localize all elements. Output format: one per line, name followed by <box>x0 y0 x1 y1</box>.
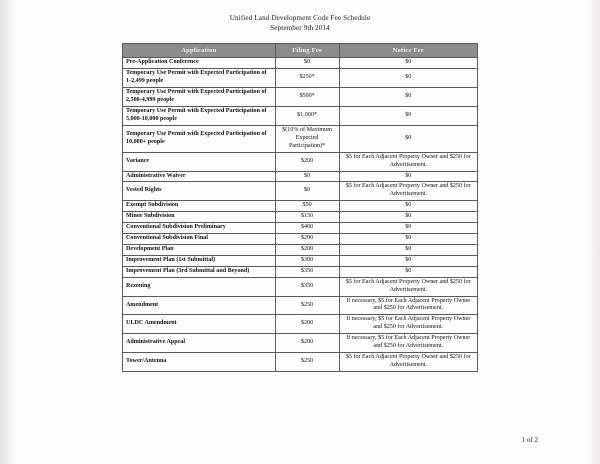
cell-notice-fee: If necessary, $5 for Each Adjacent Property Owner and $250 for Advertisement. <box>339 315 477 334</box>
cell-notice-fee: If necessary, $5 for Each Adjacent Property Owner and $250 for Advertisement. <box>339 334 477 353</box>
cell-filing-fee: $250* <box>275 69 339 88</box>
cell-application: Conventional Subdivision Preliminary <box>123 223 276 234</box>
document-date: September 9th 2014 <box>270 23 330 32</box>
cell-filing-fee: $150 <box>275 212 339 223</box>
cell-application: Pre-Application Conference <box>123 58 276 69</box>
cell-notice-fee: $0 <box>339 266 477 277</box>
cell-notice-fee: $0 <box>339 223 477 234</box>
cell-notice-fee: $0 <box>339 212 477 223</box>
cell-filing-fee: $500* <box>275 88 339 107</box>
cell-application: ULDC Amendment <box>123 315 276 334</box>
cell-notice-fee: $0 <box>339 69 477 88</box>
table-row <box>123 353 478 372</box>
table-row <box>123 266 478 277</box>
table-row <box>123 182 478 201</box>
cell-filing-fee: $350 <box>275 266 339 277</box>
table-body <box>123 58 478 372</box>
cell-application: Conventional Subdivision Final <box>123 234 276 245</box>
cell-notice-fee: $0 <box>339 58 477 69</box>
cell-application: Improvement Plan (3rd Submittal and Beyond) <box>123 266 276 277</box>
table-row <box>123 88 478 107</box>
cell-application: Rezoning <box>123 277 276 296</box>
table-row <box>123 58 478 69</box>
table-row <box>123 223 478 234</box>
table-row <box>123 212 478 223</box>
cell-application: Administrative Waiver <box>123 171 276 182</box>
cell-notice-fee: $5 for Each Adjacent Property Owner and $250 for Advertisement. <box>339 152 477 171</box>
cell-notice-fee: $5 for Each Adjacent Property Owner and $250 for Advertisement. <box>339 182 477 201</box>
table-header <box>123 44 478 58</box>
cell-filing-fee: $0 <box>275 182 339 201</box>
cell-application: Temporary Use Permit with Expected Participation of 5,000-10,000 people <box>123 107 276 126</box>
cell-filing-fee: $0 <box>275 58 339 69</box>
cell-application: Temporary Use Permit with Expected Participation of 10,000+ people <box>123 125 276 152</box>
cell-application: Exempt Subdivision <box>123 201 276 212</box>
page-left-edge-shadow <box>0 0 18 464</box>
cell-notice-fee: $0 <box>339 255 477 266</box>
fee-schedule-table-wrapper <box>122 43 478 372</box>
cell-filing-fee: $50 <box>275 201 339 212</box>
cell-notice-fee: $0 <box>339 125 477 152</box>
cell-application: Amendment <box>123 296 276 315</box>
cell-application: Temporary Use Permit with Expected Participation of 1-2,499 people <box>123 69 276 88</box>
table-row <box>123 255 478 266</box>
page-right-edge-shadow <box>586 0 600 464</box>
cell-notice-fee: $0 <box>339 234 477 245</box>
cell-notice-fee: $0 <box>339 171 477 182</box>
column-header-notice-fee: Notice Fee <box>339 44 477 58</box>
cell-application: Temporary Use Permit with Expected Participation of 2,500-4,999 people <box>123 88 276 107</box>
cell-filing-fee: $200 <box>275 315 339 334</box>
cell-notice-fee: If necessary, $5 for Each Adjacent Property Owner and $250 for Advertisement. <box>339 296 477 315</box>
cell-filing-fee: $(10% of Maximum Expected Participation)* <box>275 125 339 152</box>
document-header <box>0 14 600 33</box>
table-row <box>123 234 478 245</box>
cell-notice-fee: $5 for Each Adjacent Property Owner and $250 for Advertisement. <box>339 277 477 296</box>
table-row <box>123 69 478 88</box>
table-row <box>123 277 478 296</box>
table-row <box>123 125 478 152</box>
table-row <box>123 315 478 334</box>
cell-notice-fee: $0 <box>339 201 477 212</box>
table-row <box>123 107 478 126</box>
table-row <box>123 152 478 171</box>
table-header-row <box>123 44 478 58</box>
cell-filing-fee: $200 <box>275 334 339 353</box>
column-header-application: Application <box>123 44 276 58</box>
cell-application: Tower/Antenna <box>123 353 276 372</box>
cell-notice-fee: $0 <box>339 88 477 107</box>
cell-filing-fee: $350 <box>275 277 339 296</box>
cell-notice-fee: $0 <box>339 107 477 126</box>
page-number: 1 of 2 <box>521 436 538 444</box>
table-row <box>123 334 478 353</box>
cell-filing-fee: $200 <box>275 244 339 255</box>
cell-filing-fee: $0 <box>275 171 339 182</box>
cell-application: Administrative Appeal <box>123 334 276 353</box>
table-row <box>123 171 478 182</box>
cell-filing-fee: $200 <box>275 234 339 245</box>
cell-application: Development Plan <box>123 244 276 255</box>
cell-application: Variance <box>123 152 276 171</box>
cell-notice-fee: $0 <box>339 244 477 255</box>
cell-filing-fee: $300 <box>275 255 339 266</box>
table-row <box>123 244 478 255</box>
table-row <box>123 296 478 315</box>
cell-filing-fee: $250 <box>275 296 339 315</box>
cell-filing-fee: $400 <box>275 223 339 234</box>
cell-application: Improvement Plan (1st Submittal) <box>123 255 276 266</box>
cell-notice-fee: $5 for Each Adjacent Property Owner and $250 for Advertisement. <box>339 353 477 372</box>
cell-application: Vested Rights <box>123 182 276 201</box>
cell-filing-fee: $200 <box>275 152 339 171</box>
column-header-filing-fee: Filing Fee <box>275 44 339 58</box>
table-row <box>123 201 478 212</box>
cell-application: Minor Subdivision <box>123 212 276 223</box>
fee-schedule-table <box>122 43 478 372</box>
document-title: Unified Land Development Code Fee Schedule <box>229 14 371 22</box>
cell-filing-fee: $1,000* <box>275 107 339 126</box>
cell-filing-fee: $250 <box>275 353 339 372</box>
